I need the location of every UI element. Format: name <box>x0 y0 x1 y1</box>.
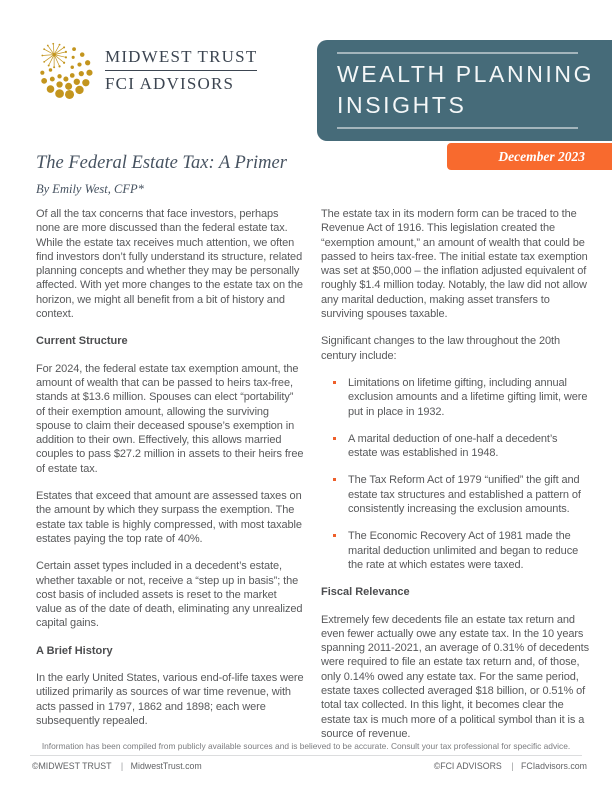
section-heading-brief-history: A Brief History <box>36 644 113 657</box>
paragraph: Extremely few decedents file an estate tax return and even fewer actually owe any estate tax. In the 10 years spanning 2011-2021, an average of 0.31% of decedents were required to file an estate tax return and, of those, only 0.14% owed any estate tax. For the same period, estate taxes collected averaged $18 billion, or 0.51% of total tax collected. In this light, it becomes clear the estate tax is much more of a political symbol than it is a source of revenue. <box>321 613 589 740</box>
footer-disclaimer: Information has been compiled from publicly available sources and is believed to be accurate. Consult your tax professional for specific advice. <box>41 741 571 751</box>
footer-right-brand: ©FCI ADVISORS <box>433 761 502 771</box>
paragraph: In the early United States, various end-of-life taxes were utilized primarily as sources of war time revenue, with acts passed in 1797, 1862 and 1898; each were subsequently repealed. <box>36 672 304 727</box>
brand-wordmark <box>105 47 257 94</box>
footer-left-brand: ©MIDWEST TRUST <box>32 761 112 771</box>
list-item <box>321 432 589 461</box>
midwest-trust-logo <box>36 40 257 100</box>
bullet-icon <box>333 534 336 537</box>
right-column <box>321 207 589 754</box>
footer-separator: | <box>120 761 124 771</box>
bullet-text: The Economic Recovery Act of 1981 made the marital deduction unlimited and began to reduce the rate at which estates were taxed. <box>348 530 579 571</box>
section-heading-fiscal-relevance: Fiscal Relevance <box>321 586 410 599</box>
paragraph: For 2024, the federal estate tax exemption amount, the amount of wealth that can be passed to heirs tax-free, stands at $13.6 million. Spouses can elect “portability” of their exemption amount, allowing the surviving spouse to claim their deceased spouse’s exemption in addition to their own. Effectively, this allows married couples to pass $27.2 million in assets to their heirs free of estate tax. <box>36 362 304 475</box>
bullet-text: Limitations on lifetime gifting, including annual exclusion amounts and a lifetime gifting limit, were put in place in 1932. <box>348 376 588 418</box>
paragraph: The estate tax in its modern form can be traced to the Revenue Act of 1916. This legislation created the “exemption amount,” an amount of wealth that could be passed to heirs tax-free. The initial estate tax exemption was set at $50,000 – the inflation adjusted equivalent of roughly $1.4 million today. Notably, the law did not allow any marital deduction, making asset transfers to surviving spouses taxable. <box>321 208 588 321</box>
footer-right <box>432 761 587 771</box>
paragraph: Estates that exceed that amount are assessed taxes on the amount by which they surpass the exemption. The estate tax table is highly compressed, with most taxable estates paying the top rate of 40%. <box>36 490 302 545</box>
article-byline: By Emily West, CFP* <box>36 182 144 196</box>
footer-separator: | <box>511 761 514 771</box>
bullet-list <box>321 376 589 572</box>
bullet-icon <box>333 437 336 440</box>
bullet-icon <box>333 478 336 481</box>
footer-left <box>30 761 202 771</box>
footer-divider <box>30 755 582 756</box>
banner-title-line2: INSIGHTS <box>337 92 467 118</box>
bullet-icon <box>333 381 336 384</box>
paragraph: Of all the tax concerns that face investors, perhaps none are more discussed than the federal estate tax. While the estate tax receives much attention, we often find investors don’t fully understand its structure, related planning concepts and whether they may be personally affected. With yet more changes to the estate tax on the horizon, we might all benefit from a bit of history and context. <box>36 208 303 321</box>
brand-name-midwest-trust: MIDWEST TRUST <box>105 47 257 71</box>
list-item <box>321 529 589 572</box>
bullet-text: A marital deduction of one-half a decedent’s estate was established in 1948. <box>348 432 558 460</box>
banner-top-rule <box>337 52 578 54</box>
date-badge <box>447 143 612 170</box>
footer-right-site-link[interactable]: FCIadvisors.com <box>521 761 587 771</box>
gold-dot-globe-icon <box>36 40 94 100</box>
footer <box>30 761 587 771</box>
banner-title-line1: WEALTH PLANNING <box>337 61 595 87</box>
list-item <box>321 376 589 419</box>
bullet-text: The Tax Reform Act of 1979 “unified” the gift and estate tax structures and established a pattern of consistently increasing the exclusion amounts. <box>348 474 581 516</box>
issue-date: December 2023 <box>498 148 585 164</box>
brand-name-fci-advisors: FCI ADVISORS <box>105 73 235 93</box>
left-column <box>36 207 304 754</box>
paragraph: Certain asset types included in a decedent’s estate, whether taxable or not, receive a “step up in basis”; the cost basis of included assets is reset to the market value as of the date of death, eliminating any unrealized capital gains. <box>36 560 303 630</box>
section-heading-current-structure: Current Structure <box>36 335 128 348</box>
banner-title <box>337 59 612 121</box>
article-title: The Federal Estate Tax: A Primer <box>36 153 287 173</box>
wealth-planning-insights-banner <box>317 40 612 141</box>
footer-left-site-link[interactable]: MidwestTrust.com <box>130 761 202 771</box>
banner-bottom-rule <box>337 127 578 129</box>
list-item <box>321 473 589 516</box>
paragraph: Significant changes to the law throughout the 20th century include: <box>321 335 561 362</box>
article-body <box>36 207 589 754</box>
